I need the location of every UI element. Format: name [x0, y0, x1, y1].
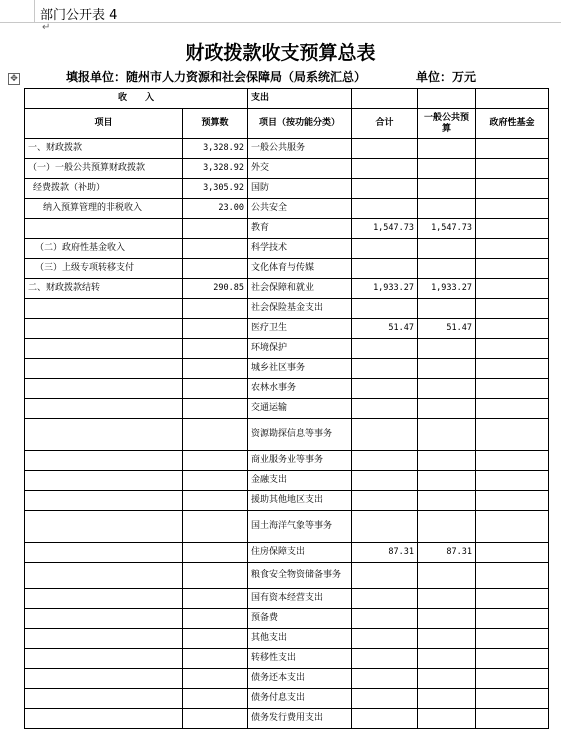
expense-total	[352, 491, 418, 511]
expense-total	[352, 419, 418, 451]
table-row	[25, 629, 549, 649]
expense-total: 51.47	[352, 319, 418, 339]
expense-fund	[476, 649, 549, 669]
expense-fund	[476, 379, 549, 399]
expense-general	[418, 359, 476, 379]
expense-total	[352, 511, 418, 543]
expense-total	[352, 689, 418, 709]
expense-item: 科学技术	[248, 239, 352, 259]
income-budget	[183, 219, 248, 239]
income-item	[25, 491, 183, 511]
income-item	[25, 543, 183, 563]
expense-fund	[476, 279, 549, 299]
col-item: 项目	[25, 109, 183, 139]
table-move-handle-icon[interactable]: ✥	[8, 73, 20, 85]
income-item	[25, 299, 183, 319]
expense-general	[418, 259, 476, 279]
expense-item: 教育	[248, 219, 352, 239]
income-budget	[183, 339, 248, 359]
expense-item: 农林水事务	[248, 379, 352, 399]
table-row	[25, 399, 549, 419]
income-budget	[183, 589, 248, 609]
expense-total: 87.31	[352, 543, 418, 563]
expense-general	[418, 709, 476, 729]
expense-total	[352, 709, 418, 729]
expense-item: 债务付息支出	[248, 689, 352, 709]
expense-general	[418, 159, 476, 179]
blank-header-cell	[418, 89, 476, 109]
expense-fund	[476, 669, 549, 689]
income-item	[25, 471, 183, 491]
expense-general	[418, 239, 476, 259]
expense-fund	[476, 159, 549, 179]
expense-fund	[476, 139, 549, 159]
expense-total	[352, 139, 418, 159]
expense-general	[418, 399, 476, 419]
expense-general	[418, 419, 476, 451]
table-row	[25, 259, 549, 279]
expense-fund	[476, 543, 549, 563]
expense-total	[352, 259, 418, 279]
expense-fund	[476, 319, 549, 339]
table-row	[25, 669, 549, 689]
expense-fund	[476, 339, 549, 359]
income-item	[25, 339, 183, 359]
currency-unit: 单位：万元	[416, 70, 477, 84]
expense-total	[352, 563, 418, 589]
expense-header: 支出	[248, 89, 352, 109]
table-row	[25, 491, 549, 511]
expense-general	[418, 379, 476, 399]
expense-fund	[476, 451, 549, 471]
expense-general	[418, 179, 476, 199]
expense-general	[418, 139, 476, 159]
income-item	[25, 589, 183, 609]
expense-general	[418, 649, 476, 669]
income-item: （三）上级专项转移支付	[25, 259, 183, 279]
expense-total: 1,933.27	[352, 279, 418, 299]
expense-total	[352, 359, 418, 379]
blank-header-cell	[476, 89, 549, 109]
expense-fund	[476, 419, 549, 451]
expense-fund	[476, 689, 549, 709]
income-budget	[183, 511, 248, 543]
table-row	[25, 543, 549, 563]
income-item: 纳入预算管理的非税收入	[25, 199, 183, 219]
expense-general	[418, 589, 476, 609]
budget-table	[24, 88, 549, 729]
expense-total	[352, 609, 418, 629]
table-row	[25, 219, 549, 239]
expense-fund	[476, 609, 549, 629]
income-budget	[183, 359, 248, 379]
income-item	[25, 359, 183, 379]
income-item	[25, 399, 183, 419]
reporting-unit: 填报单位：随州市人力资源和社会保障局（局系统汇总）	[66, 70, 367, 84]
income-budget	[183, 689, 248, 709]
expense-total	[352, 399, 418, 419]
expense-total	[352, 199, 418, 219]
expense-item: 援助其他地区支出	[248, 491, 352, 511]
table-row	[25, 339, 549, 359]
expense-item: 国有资本经营支出	[248, 589, 352, 609]
col-fund: 政府性基金	[476, 109, 549, 139]
expense-item: 城乡社区事务	[248, 359, 352, 379]
expense-item: 社会保险基金支出	[248, 299, 352, 319]
expense-general	[418, 563, 476, 589]
income-budget	[183, 419, 248, 451]
col-budget: 预算数	[183, 109, 248, 139]
expense-item: 商业服务业等事务	[248, 451, 352, 471]
income-budget	[183, 379, 248, 399]
expense-general: 51.47	[418, 319, 476, 339]
table-row	[25, 179, 549, 199]
income-budget	[183, 543, 248, 563]
col-general: 一般公共预算	[418, 109, 476, 139]
expense-item: 文化体育与传媒	[248, 259, 352, 279]
income-item	[25, 609, 183, 629]
expense-total: 1,547.73	[352, 219, 418, 239]
expense-fund	[476, 511, 549, 543]
header-margin-guide	[34, 0, 35, 22]
income-budget	[183, 399, 248, 419]
expense-fund	[476, 589, 549, 609]
expense-fund	[476, 239, 549, 259]
expense-fund	[476, 629, 549, 649]
income-item: 经费拨款（补助）	[25, 179, 183, 199]
page-title: 财政拨款收支预算总表	[185, 42, 376, 64]
expense-item: 外交	[248, 159, 352, 179]
expense-total	[352, 239, 418, 259]
income-item	[25, 219, 183, 239]
income-item	[25, 709, 183, 729]
expense-item: 环境保护	[248, 339, 352, 359]
expense-general	[418, 491, 476, 511]
income-item	[25, 649, 183, 669]
expense-item: 住房保障支出	[248, 543, 352, 563]
expense-general	[418, 669, 476, 689]
expense-item: 医疗卫生	[248, 319, 352, 339]
expense-general	[418, 511, 476, 543]
expense-fund	[476, 563, 549, 589]
income-header: 收 入	[25, 89, 248, 109]
expense-total	[352, 629, 418, 649]
income-budget	[183, 649, 248, 669]
expense-general: 87.31	[418, 543, 476, 563]
expense-fund	[476, 471, 549, 491]
expense-item: 国防	[248, 179, 352, 199]
expense-fund	[476, 491, 549, 511]
income-budget: 3,328.92	[183, 159, 248, 179]
expense-general	[418, 451, 476, 471]
income-item	[25, 689, 183, 709]
expense-fund	[476, 219, 549, 239]
header-divider	[0, 22, 561, 23]
expense-item: 公共安全	[248, 199, 352, 219]
expense-total	[352, 451, 418, 471]
table-row	[25, 139, 549, 159]
expense-total	[352, 159, 418, 179]
expense-general	[418, 471, 476, 491]
income-item: 一、财政拨款	[25, 139, 183, 159]
expense-total	[352, 299, 418, 319]
expense-general: 1,547.73	[418, 219, 476, 239]
table-row	[25, 239, 549, 259]
income-budget	[183, 319, 248, 339]
income-budget	[183, 709, 248, 729]
expense-total	[352, 649, 418, 669]
expense-total	[352, 669, 418, 689]
paragraph-mark-icon: ↵	[42, 22, 51, 33]
income-item: 二、财政拨款结转	[25, 279, 183, 299]
table-row	[25, 471, 549, 491]
income-item	[25, 511, 183, 543]
expense-general	[418, 609, 476, 629]
expense-general	[418, 629, 476, 649]
income-item	[25, 451, 183, 471]
expense-item: 债务发行费用支出	[248, 709, 352, 729]
table-row	[25, 451, 549, 471]
expense-total	[352, 339, 418, 359]
income-budget	[183, 451, 248, 471]
income-item	[25, 629, 183, 649]
expense-general: 1,933.27	[418, 279, 476, 299]
table-row	[25, 319, 549, 339]
expense-item: 金融支出	[248, 471, 352, 491]
table-row	[25, 199, 549, 219]
expense-fund	[476, 259, 549, 279]
expense-item: 社会保障和就业	[248, 279, 352, 299]
table-row	[25, 609, 549, 629]
expense-fund	[476, 359, 549, 379]
expense-general	[418, 689, 476, 709]
expense-fund	[476, 299, 549, 319]
income-budget	[183, 669, 248, 689]
expense-item: 粮食安全物资储备事务	[248, 563, 352, 589]
expense-fund	[476, 709, 549, 729]
income-budget: 290.85	[183, 279, 248, 299]
income-item	[25, 319, 183, 339]
table-row	[25, 419, 549, 451]
income-budget	[183, 609, 248, 629]
expense-fund	[476, 199, 549, 219]
income-budget: 23.00	[183, 199, 248, 219]
table-row	[25, 563, 549, 589]
expense-total	[352, 471, 418, 491]
expense-total	[352, 379, 418, 399]
expense-fund	[476, 399, 549, 419]
income-item	[25, 379, 183, 399]
income-item	[25, 419, 183, 451]
income-budget	[183, 629, 248, 649]
income-budget	[183, 259, 248, 279]
expense-fund	[476, 179, 549, 199]
income-budget: 3,305.92	[183, 179, 248, 199]
table-row	[25, 689, 549, 709]
table-row	[25, 359, 549, 379]
expense-total	[352, 589, 418, 609]
income-budget	[183, 471, 248, 491]
expense-general	[418, 339, 476, 359]
expense-item: 债务还本支出	[248, 669, 352, 689]
page-label: 部门公开表 4	[40, 8, 118, 23]
income-item: （一）一般公共预算财政拨款	[25, 159, 183, 179]
blank-header-cell	[352, 89, 418, 109]
expense-item: 预备费	[248, 609, 352, 629]
income-budget: 3,328.92	[183, 139, 248, 159]
income-budget	[183, 491, 248, 511]
table-row	[25, 159, 549, 179]
table-row	[25, 299, 549, 319]
expense-item: 国土海洋气象等事务	[248, 511, 352, 543]
income-budget	[183, 239, 248, 259]
expense-total	[352, 179, 418, 199]
table-row	[25, 279, 549, 299]
expense-item: 交通运输	[248, 399, 352, 419]
table-row	[25, 589, 549, 609]
table-row	[25, 379, 549, 399]
table-row	[25, 649, 549, 669]
expense-item: 资源勘探信息等事务	[248, 419, 352, 451]
income-item	[25, 669, 183, 689]
expense-item: 其他支出	[248, 629, 352, 649]
col-total: 合计	[352, 109, 418, 139]
col-func-item: 项目（按功能分类）	[248, 109, 352, 139]
expense-general	[418, 199, 476, 219]
table-row	[25, 511, 549, 543]
income-item	[25, 563, 183, 589]
expense-item: 一般公共服务	[248, 139, 352, 159]
table-row	[25, 709, 549, 729]
expense-general	[418, 299, 476, 319]
expense-item: 转移性支出	[248, 649, 352, 669]
income-budget	[183, 299, 248, 319]
income-budget	[183, 563, 248, 589]
income-item: （二）政府性基金收入	[25, 239, 183, 259]
